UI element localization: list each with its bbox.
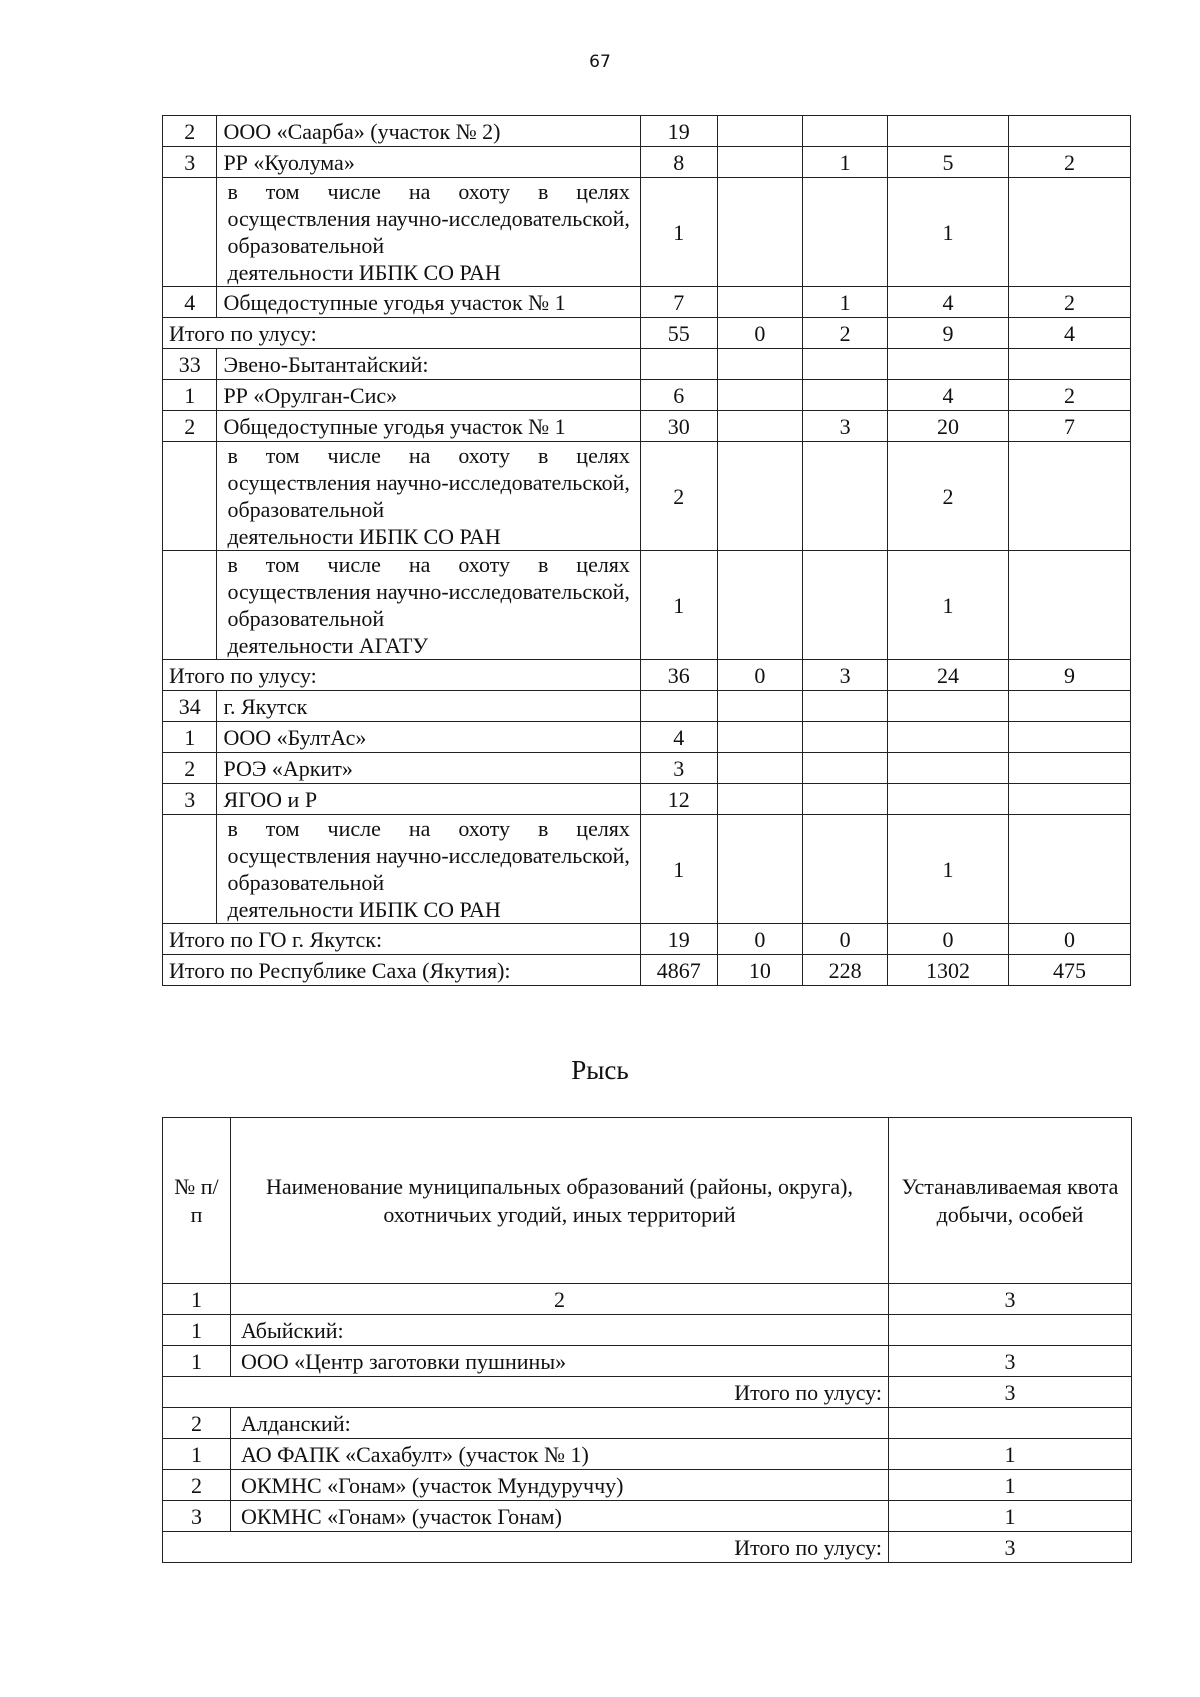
value-cell: 4867 [640,955,717,986]
value-cell [803,784,888,815]
row-name: ООО «Саарба» (участок № 2) [217,116,641,147]
value-cell [803,551,888,660]
row-name: РР «Орулган-Сис» [217,380,641,411]
note-text [217,442,641,551]
row-number: 3 [163,1501,231,1532]
quota-cell: 3 [889,1532,1132,1563]
table-header-row [163,1118,1132,1284]
note-line: деятельности ИБПК СО РАН [227,524,501,549]
row-number: 33 [163,349,217,380]
row-number: 1 [163,722,217,753]
value-cell: 7 [640,287,717,318]
row-name: РР «Куолума» [217,147,641,178]
quota-cell: 3 [889,1377,1132,1408]
value-cell: 19 [640,924,717,955]
row-number [163,442,217,551]
value-cell [803,380,888,411]
table-row [163,178,1131,287]
value-cell [1008,349,1130,380]
value-cell: 55 [640,318,717,349]
row-name: ООО «Центр заготовки пушнины» [231,1346,889,1377]
value-cell [887,753,1008,784]
row-name: г. Якутск [217,691,641,722]
value-cell: 1 [640,178,717,287]
table-row [163,116,1131,147]
row-name: ООО «БултАс» [217,722,641,753]
value-cell [640,349,717,380]
row-name: ЯГОО и Р [217,784,641,815]
value-cell [717,349,803,380]
table-row [163,1501,1132,1532]
value-cell: 8 [640,147,717,178]
table-row [163,1408,1132,1439]
table-row [163,1315,1132,1346]
district-name: Алданский: [231,1408,889,1439]
value-cell: 1 [640,551,717,660]
value-cell [717,722,803,753]
value-cell [1008,116,1130,147]
header-name: Наименование муниципальных образований (районы, округа), охотничьих угодий, иных территорий [231,1118,889,1284]
value-cell [1008,815,1130,924]
page-number: 67 [589,52,611,72]
value-cell [887,349,1008,380]
row-name: Общедоступные угодья участок № 1 [217,411,641,442]
note-line: в том числе на охоту в целях осуществления научно-исследовательской, образовательной [227,179,630,258]
value-cell [717,116,803,147]
col-number: 3 [889,1284,1132,1315]
row-number: 1 [163,380,217,411]
row-number: 2 [163,1470,231,1501]
row-number: 2 [163,753,217,784]
row-number: 3 [163,784,217,815]
col-number: 2 [231,1284,889,1315]
quota-cell: 1 [889,1501,1132,1532]
row-number: 34 [163,691,217,722]
value-cell: 4 [640,722,717,753]
value-cell [803,691,888,722]
value-cell: 9 [1008,660,1130,691]
value-cell: 0 [717,660,803,691]
total-row [163,1377,1132,1408]
row-number: 3 [163,147,217,178]
value-cell: 228 [803,955,888,986]
value-cell: 3 [803,411,888,442]
note-line: в том числе на охоту в целях осуществления научно-исследовательской, образовательной [227,443,630,522]
value-cell [640,691,717,722]
total-row [163,660,1131,691]
value-cell [887,691,1008,722]
row-number: 1 [163,1315,231,1346]
value-cell: 475 [1008,955,1130,986]
value-cell [887,784,1008,815]
value-cell: 2 [1008,380,1130,411]
value-cell: 20 [887,411,1008,442]
row-number: 2 [163,116,217,147]
value-cell: 1 [803,287,888,318]
value-cell: 2 [1008,147,1130,178]
row-name: РОЭ «Аркит» [217,753,641,784]
value-cell: 12 [640,784,717,815]
value-cell: 1 [887,178,1008,287]
value-cell [717,551,803,660]
table-row [163,442,1131,551]
lynx-quota-table [162,1117,1132,1563]
value-cell: 4 [887,380,1008,411]
table-row [163,1470,1132,1501]
table-row [163,784,1131,815]
row-number [163,815,217,924]
quota-cell: 3 [889,1346,1132,1377]
table-row [163,691,1131,722]
row-name: АО ФАПК «Сахабулт» (участок № 1) [231,1439,889,1470]
value-cell: 2 [803,318,888,349]
value-cell [717,815,803,924]
quota-cell [889,1408,1132,1439]
value-cell: 30 [640,411,717,442]
table-row [163,1346,1132,1377]
value-cell: 5 [887,147,1008,178]
value-cell: 10 [717,955,803,986]
value-cell [803,116,888,147]
value-cell: 1302 [887,955,1008,986]
total-label: Итого по улусу: [163,318,641,349]
quota-cell [889,1315,1132,1346]
total-label: Итого по ГО г. Якутск: [163,924,641,955]
table-row [163,722,1131,753]
table-row [163,349,1131,380]
value-cell [717,691,803,722]
value-cell: 4 [1008,318,1130,349]
total-row [163,924,1131,955]
value-cell: 19 [640,116,717,147]
row-number: 1 [163,1346,231,1377]
value-cell: 2 [640,442,717,551]
total-label: Итого по улусу: [163,660,641,691]
value-cell: 1 [640,815,717,924]
table-row [163,753,1131,784]
value-cell [803,815,888,924]
section-title: Рысь [571,1055,629,1085]
value-cell: 1 [803,147,888,178]
value-cell: 0 [887,924,1008,955]
row-number: 1 [163,1439,231,1470]
header-num: № п/п [163,1118,231,1284]
value-cell: 36 [640,660,717,691]
table-row [163,147,1131,178]
header-quota: Устанавливаемая квота добычи, особей [889,1118,1132,1284]
value-cell [717,411,803,442]
value-cell: 9 [887,318,1008,349]
value-cell [1008,691,1130,722]
value-cell: 3 [803,660,888,691]
value-cell: 1 [887,551,1008,660]
quota-table-continued [162,115,1131,986]
value-cell: 7 [1008,411,1130,442]
row-name: Общедоступные угодья участок № 1 [217,287,641,318]
value-cell [1008,551,1130,660]
value-cell [717,784,803,815]
table-row [163,551,1131,660]
quota-cell: 1 [889,1470,1132,1501]
value-cell [717,753,803,784]
value-cell [803,349,888,380]
col-number: 1 [163,1284,231,1315]
total-row [163,955,1131,986]
value-cell: 2 [1008,287,1130,318]
value-cell: 0 [1008,924,1130,955]
value-cell [803,722,888,753]
value-cell: 3 [640,753,717,784]
note-text [217,815,641,924]
value-cell [717,380,803,411]
value-cell [717,287,803,318]
value-cell [887,722,1008,753]
total-label: Итого по Республике Саха (Якутия): [163,955,641,986]
value-cell [1008,753,1130,784]
value-cell: 0 [717,924,803,955]
value-cell: 4 [887,287,1008,318]
value-cell: 1 [887,815,1008,924]
note-line: деятельности ИБПК СО РАН [227,260,501,285]
row-number: 4 [163,287,217,318]
quota-cell: 1 [889,1439,1132,1470]
row-number: 2 [163,1408,231,1439]
value-cell: 0 [717,318,803,349]
table-row [163,380,1131,411]
row-number: 2 [163,411,217,442]
note-line: в том числе на охоту в целях осуществления научно-исследовательской, образовательной [227,816,630,895]
table-row [163,411,1131,442]
value-cell [887,116,1008,147]
value-cell: 2 [887,442,1008,551]
note-line: деятельности ИБПК СО РАН [227,897,501,922]
row-number [163,551,217,660]
value-cell: 0 [803,924,888,955]
table-row [163,1439,1132,1470]
note-text [217,551,641,660]
row-number [163,178,217,287]
value-cell [717,442,803,551]
total-row [163,318,1131,349]
value-cell [1008,442,1130,551]
value-cell [717,178,803,287]
table-row [163,815,1131,924]
value-cell [1008,722,1130,753]
value-cell [803,178,888,287]
value-cell [1008,178,1130,287]
column-number-row [163,1284,1132,1315]
value-cell: 6 [640,380,717,411]
total-label: Итого по улусу: [163,1377,889,1408]
value-cell [1008,784,1130,815]
note-line: в том числе на охоту в целях осуществления научно-исследовательской, образовательной [227,552,630,631]
note-line: деятельности АГАТУ [227,633,429,658]
row-name: ОКМНС «Гонам» (участок Мундуруччу) [231,1470,889,1501]
note-text [217,178,641,287]
district-name: Абыйский: [231,1315,889,1346]
row-name: ОКМНС «Гонам» (участок Гонам) [231,1501,889,1532]
value-cell [803,753,888,784]
value-cell [803,442,888,551]
value-cell: 24 [887,660,1008,691]
total-row [163,1532,1132,1563]
row-name: Эвено-Бытантайский: [217,349,641,380]
total-label: Итого по улусу: [163,1532,889,1563]
table-row [163,287,1131,318]
value-cell [717,147,803,178]
